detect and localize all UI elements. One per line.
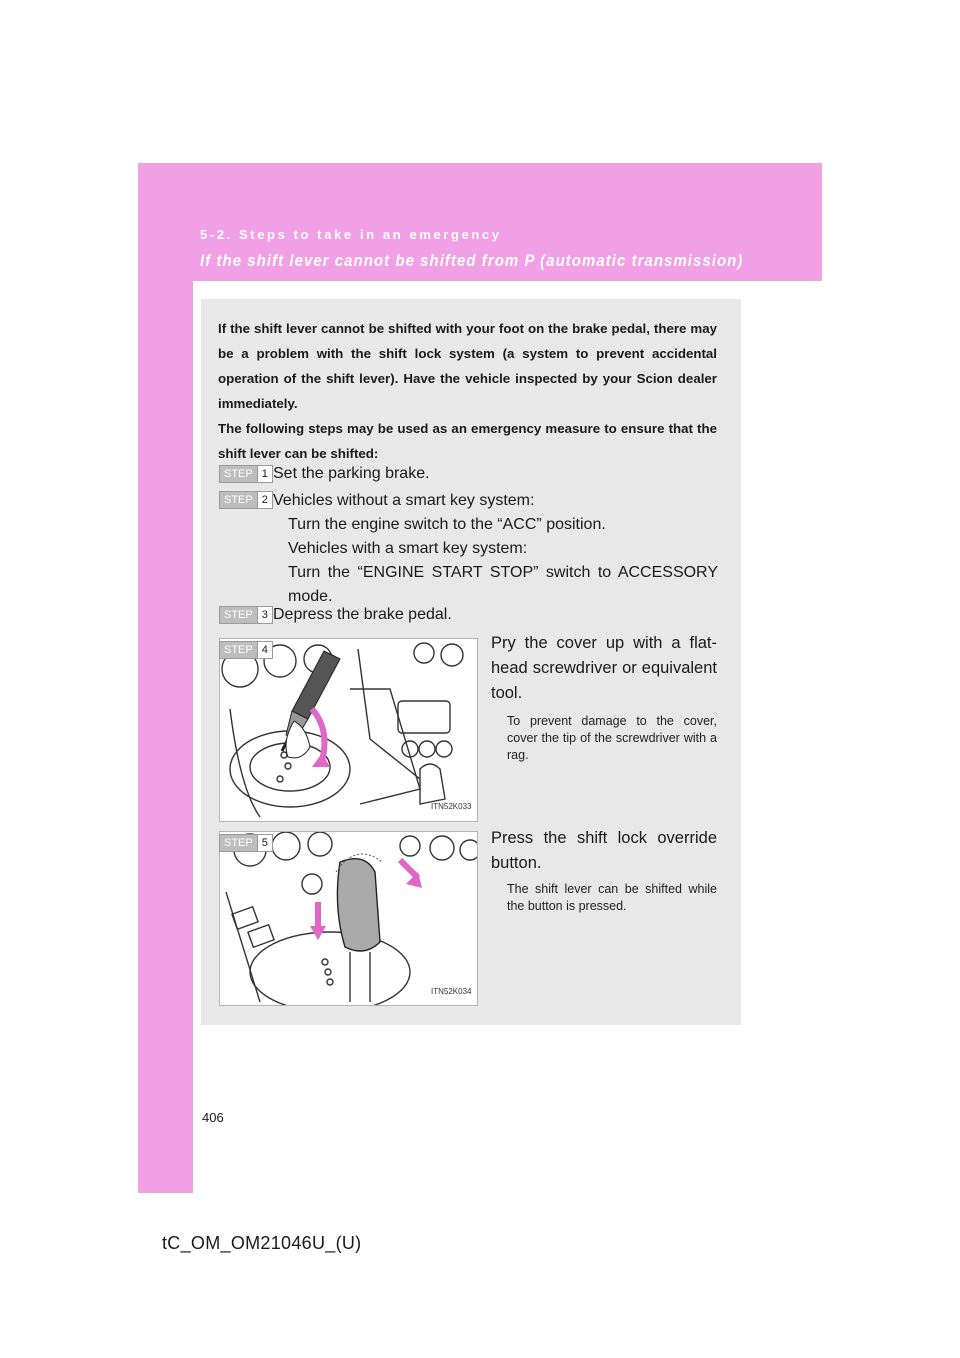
step-number: 5 — [257, 835, 272, 851]
step-badge — [219, 641, 273, 659]
step-badge — [219, 606, 273, 624]
step-word: STEP — [224, 494, 253, 506]
screwdriver-pry-illustration — [220, 639, 477, 821]
step-badge — [219, 491, 273, 509]
step-3-text: Depress the brake pedal. — [273, 606, 452, 623]
step-2-line: Turn the engine switch to the “ACC” position. — [288, 516, 606, 533]
section-label: 5-2. Steps to take in an emergency — [200, 227, 502, 242]
step-4-heading: Pry the cover up with a flat-head screwdriver or equivalent tool. — [491, 634, 717, 702]
page-title: If the shift lever cannot be shifted from P (automatic transmission) — [200, 251, 744, 270]
figure-code: ITN52K034 — [431, 987, 472, 996]
shift-lock-button-illustration — [220, 832, 477, 1005]
step-2-line: Vehicles with a smart key system: — [288, 540, 528, 557]
intro-paragraph: The following steps may be used as an emergency measure to ensure that the shift lever can be shifted: — [218, 421, 717, 461]
step-2-line: Vehicles without a smart key system: — [273, 492, 535, 509]
step-number: 1 — [257, 466, 272, 482]
document-code: tC_OM_OM21046U_(U) — [162, 1233, 362, 1253]
step-number: 4 — [257, 642, 272, 658]
step-word: STEP — [224, 609, 253, 621]
step-badge — [219, 465, 273, 483]
step-2-line: Turn the “ENGINE START STOP” switch to ACCESSORY mode. — [288, 564, 718, 605]
step-number: 3 — [257, 607, 272, 623]
step-badge — [219, 834, 273, 852]
side-accent-band — [138, 163, 193, 1193]
step-word: STEP — [224, 644, 253, 656]
step-word: STEP — [224, 837, 253, 849]
intro-text — [218, 316, 717, 466]
step-4-illustration — [219, 638, 478, 822]
step-4-note: To prevent damage to the cover, cover the tip of the screwdriver with a rag. — [507, 714, 717, 762]
step-1-text: Set the parking brake. — [273, 465, 430, 482]
step-5-note: The shift lever can be shifted while the button is pressed. — [507, 882, 717, 913]
page-number: 406 — [202, 1110, 224, 1125]
step-5-heading: Press the shift lock override button. — [491, 829, 717, 872]
step-2-text — [273, 489, 718, 609]
step-number: 2 — [257, 492, 272, 508]
intro-paragraph: If the shift lever cannot be shifted with your foot on the brake pedal, there may be a problem with the shift lock system (a system to prevent accidental operation of the shift lever). Have the vehicle inspected by your Scion dealer immediately. — [218, 321, 717, 411]
step-word: STEP — [224, 468, 253, 480]
figure-code: ITN52K033 — [431, 802, 472, 811]
step-5-illustration — [219, 831, 478, 1006]
